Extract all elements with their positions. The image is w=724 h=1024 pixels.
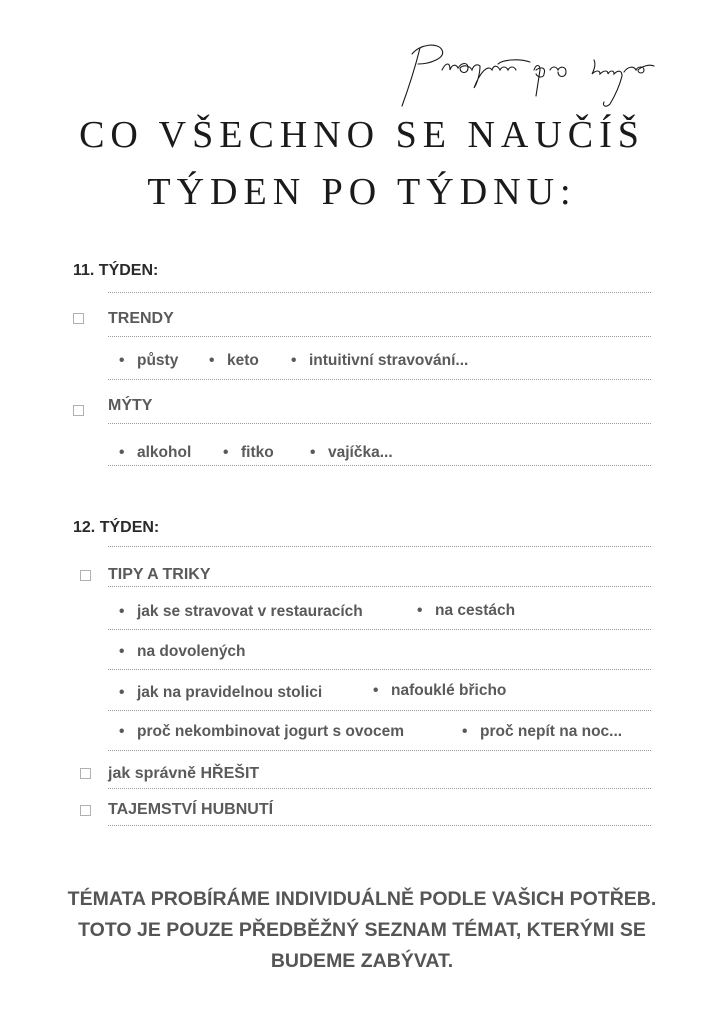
topic-label-hresit: jak správně HŘEŠIT [108, 765, 260, 782]
bullet-item: • fitko [241, 444, 274, 462]
footer-line-3: BUDEME ZABÝVAT. [270, 950, 454, 972]
bullet-item: • vajíčka... [328, 444, 393, 462]
divider [108, 710, 651, 711]
footer-line-2: TOTO JE POUZE PŘEDBĚŽNÝ SEZNAM TÉMAT, KTERÝMI SE [78, 919, 646, 941]
divider [108, 825, 651, 826]
divider [108, 465, 651, 466]
bullet-item: • jak se stravovat v restauracích [137, 603, 363, 621]
page-title-line-1: CO VŠECHNO SE NAUČÍŠ [79, 114, 645, 156]
divider [108, 379, 651, 380]
divider [108, 750, 651, 751]
divider [108, 546, 651, 547]
footer-note [0, 884, 724, 977]
bullet-item: • nafouklé břicho [391, 682, 506, 700]
bullet-item: • intuitivní stravování... [309, 352, 468, 370]
topic-label-tipy: TIPY A TRIKY [108, 566, 211, 583]
checkbox[interactable] [80, 570, 91, 581]
checkbox[interactable] [80, 805, 91, 816]
bullet-item: • proč nekombinovat jogurt s ovocem [137, 723, 404, 741]
divider [108, 788, 651, 789]
week-11-heading: 11. TÝDEN: [73, 262, 159, 279]
divider [108, 336, 651, 337]
topic-label-myty: MÝTY [108, 397, 153, 414]
bullet-item: • alkohol [137, 444, 191, 462]
page-title-line-2: TÝDEN PO TÝDNU: [147, 171, 577, 213]
bullet-item: • půsty [137, 352, 178, 370]
divider [108, 292, 651, 293]
divider [108, 629, 651, 630]
footer-line-1: TÉMATA PROBÍRÁME INDIVIDUÁLNĚ PODLE VAŠICH POTŘEB. [67, 888, 657, 910]
divider [108, 423, 651, 424]
bullet-item: • keto [227, 352, 259, 370]
bullet-item: • na dovolených [137, 643, 246, 661]
divider [108, 669, 651, 670]
bullet-item: • jak na pravidelnou stolici [137, 684, 322, 702]
bullet-item: • proč nepít na noc... [480, 723, 622, 741]
checkbox[interactable] [73, 405, 84, 416]
divider [108, 586, 651, 587]
bullet-item: • na cestách [435, 602, 515, 620]
signature-logo [398, 34, 668, 114]
checkbox[interactable] [73, 313, 84, 324]
topic-label-tajemstvi: TAJEMSTVÍ HUBNUTÍ [108, 801, 274, 818]
week-12-heading: 12. TÝDEN: [73, 519, 160, 536]
topic-label-trendy: TRENDY [108, 310, 174, 327]
checkbox[interactable] [80, 768, 91, 779]
